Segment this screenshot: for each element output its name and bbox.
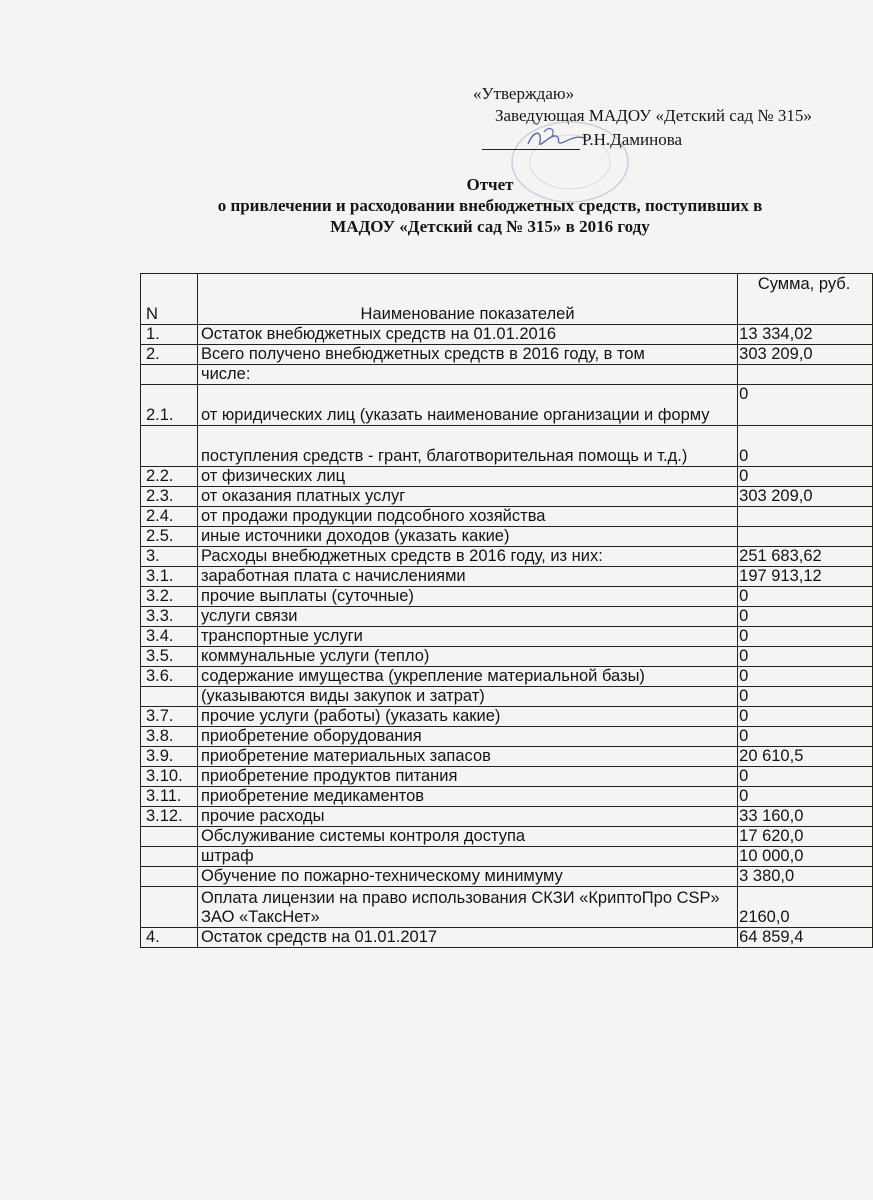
- cell-name: от юридических лиц (указать наименование организации и форму: [197, 385, 737, 426]
- cell-num: 1.: [141, 325, 198, 345]
- table-row: [141, 426, 873, 467]
- cell-sum: 3 380,0: [738, 867, 873, 887]
- table-row: [141, 547, 873, 567]
- cell-num: 3.3.: [141, 607, 198, 627]
- cell-num: 3.7.: [141, 707, 198, 727]
- cell-name: иные источники доходов (указать какие): [197, 527, 737, 547]
- cell-name: приобретение продуктов питания: [197, 767, 737, 787]
- cell-sum: 13 334,02: [738, 325, 873, 345]
- cell-num: 3.4.: [141, 627, 198, 647]
- cell-num: [141, 827, 198, 847]
- signatory-name: Р.Н.Даминова: [582, 130, 683, 149]
- cell-num: 2.1.: [141, 385, 198, 426]
- cell-num: [141, 426, 198, 467]
- cell-num: 2.: [141, 345, 198, 365]
- cell-sum: 0: [738, 627, 873, 647]
- cell-name: содержание имущества (укрепление материальной базы): [197, 667, 737, 687]
- table-row: [141, 527, 873, 547]
- table-row: [141, 507, 873, 527]
- table-row: [141, 807, 873, 827]
- cell-sum: 0: [738, 647, 873, 667]
- cell-num: 3.5.: [141, 647, 198, 667]
- table-row: [141, 747, 873, 767]
- cell-sum: 251 683,62: [738, 547, 873, 567]
- table-row: [141, 667, 873, 687]
- cell-num: 2.2.: [141, 467, 198, 487]
- table-row: [141, 787, 873, 807]
- table-row: [141, 867, 873, 887]
- cell-name: Расходы внебюджетных средств в 2016 году, из них:: [197, 547, 737, 567]
- cell-num: [141, 687, 198, 707]
- cell-num: 3.12.: [141, 807, 198, 827]
- cell-name: прочие услуги (работы) (указать какие): [197, 707, 737, 727]
- cell-sum: 0: [738, 587, 873, 607]
- cell-sum: 0: [738, 767, 873, 787]
- cell-name: прочие расходы: [197, 807, 737, 827]
- table-row: [141, 847, 873, 867]
- cell-num: 3.2.: [141, 587, 198, 607]
- cell-sum: 64 859,4: [738, 928, 873, 948]
- cell-sum: 0: [738, 727, 873, 747]
- cell-sum: 33 160,0: [738, 807, 873, 827]
- table-row: [141, 385, 873, 426]
- cell-num: [141, 887, 198, 928]
- cell-name: приобретение оборудования: [197, 727, 737, 747]
- title-line-2: о привлечении и расходовании внебюджетных средств, поступивших в: [217, 196, 763, 215]
- table-row: [141, 928, 873, 948]
- table-row: [141, 707, 873, 727]
- table-row: [141, 587, 873, 607]
- cell-sum: 0: [738, 607, 873, 627]
- cell-num: 3.8.: [141, 727, 198, 747]
- cell-sum: 0: [738, 385, 873, 426]
- header-sum: Сумма, руб.: [738, 274, 873, 325]
- report-table: [140, 273, 873, 948]
- cell-sum: 10 000,0: [738, 847, 873, 867]
- cell-sum: 0: [738, 467, 873, 487]
- cell-name: заработная плата с начислениями: [197, 567, 737, 587]
- signature: [520, 124, 590, 154]
- table-row: [141, 767, 873, 787]
- cell-sum: [738, 365, 873, 385]
- table-row: [141, 345, 873, 365]
- cell-sum: 2160,0: [738, 887, 873, 928]
- cell-num: 3.10.: [141, 767, 198, 787]
- header-name: Наименование показателей: [197, 274, 737, 325]
- cell-name: Остаток средств на 01.01.2017: [197, 928, 737, 948]
- table-row: [141, 627, 873, 647]
- approval-stamp-text: «Утверждаю»: [473, 84, 575, 103]
- cell-name: Обслуживание системы контроля доступа: [197, 827, 737, 847]
- cell-name: штраф: [197, 847, 737, 867]
- cell-sum: [738, 527, 873, 547]
- table-row: [141, 365, 873, 385]
- report-title: [120, 174, 860, 237]
- cell-num: 2.4.: [141, 507, 198, 527]
- table-row: [141, 827, 873, 847]
- cell-sum: 0: [738, 667, 873, 687]
- cell-name: числе:: [197, 365, 737, 385]
- title-line-3: МАДОУ «Детский сад № 315» в 2016 году: [330, 217, 650, 236]
- cell-sum: 0: [738, 687, 873, 707]
- cell-name: приобретение медикаментов: [197, 787, 737, 807]
- table-row: [141, 487, 873, 507]
- cell-num: 3.: [141, 547, 198, 567]
- title-line-1: Отчет: [466, 175, 514, 194]
- cell-sum: 0: [738, 787, 873, 807]
- cell-name: приобретение материальных запасов: [197, 747, 737, 767]
- table-header-row: [141, 274, 873, 325]
- cell-num: 2.5.: [141, 527, 198, 547]
- cell-sum: 303 209,0: [738, 487, 873, 507]
- cell-name: от продажи продукции подсобного хозяйства: [197, 507, 737, 527]
- cell-num: 3.9.: [141, 747, 198, 767]
- cell-sum: 20 610,5: [738, 747, 873, 767]
- cell-sum: 197 913,12: [738, 567, 873, 587]
- table-row: [141, 687, 873, 707]
- cell-num: 2.3.: [141, 487, 198, 507]
- cell-name: услуги связи: [197, 607, 737, 627]
- cell-num: 3.6.: [141, 667, 198, 687]
- cell-num: 4.: [141, 928, 198, 948]
- table-row: [141, 887, 873, 928]
- approver-position: Заведующая МАДОУ «Детский сад № 315»: [495, 106, 812, 125]
- cell-name: от физических лиц: [197, 467, 737, 487]
- cell-name: коммунальные услуги (тепло): [197, 647, 737, 667]
- cell-name: Оплата лицензии на право использования СКЗИ «КриптоПро CSP» ЗАО «ТаксНет»: [197, 887, 737, 928]
- cell-name: (указываются виды закупок и затрат): [197, 687, 737, 707]
- cell-num: 3.11.: [141, 787, 198, 807]
- table-row: [141, 325, 873, 345]
- table-row: [141, 607, 873, 627]
- cell-name: от оказания платных услуг: [197, 487, 737, 507]
- table-row: [141, 467, 873, 487]
- cell-num: [141, 365, 198, 385]
- cell-name: транспортные услуги: [197, 627, 737, 647]
- cell-name: Остаток внебюджетных средств на 01.01.2016: [197, 325, 737, 345]
- cell-name: поступления средств - грант, благотворительная помощь и т.д.): [197, 426, 737, 467]
- header-num: N: [141, 274, 198, 325]
- table-row: [141, 567, 873, 587]
- cell-name: прочие выплаты (суточные): [197, 587, 737, 607]
- cell-sum: 303 209,0: [738, 345, 873, 365]
- cell-name: Обучение по пожарно-техническому минимуму: [197, 867, 737, 887]
- cell-sum: 0: [738, 426, 873, 467]
- table-row: [141, 727, 873, 747]
- table-row: [141, 647, 873, 667]
- cell-sum: [738, 507, 873, 527]
- cell-num: 3.1.: [141, 567, 198, 587]
- cell-sum: 0: [738, 707, 873, 727]
- cell-name: Всего получено внебюджетных средств в 2016 году, в том: [197, 345, 737, 365]
- cell-sum: 17 620,0: [738, 827, 873, 847]
- cell-num: [141, 847, 198, 867]
- cell-num: [141, 867, 198, 887]
